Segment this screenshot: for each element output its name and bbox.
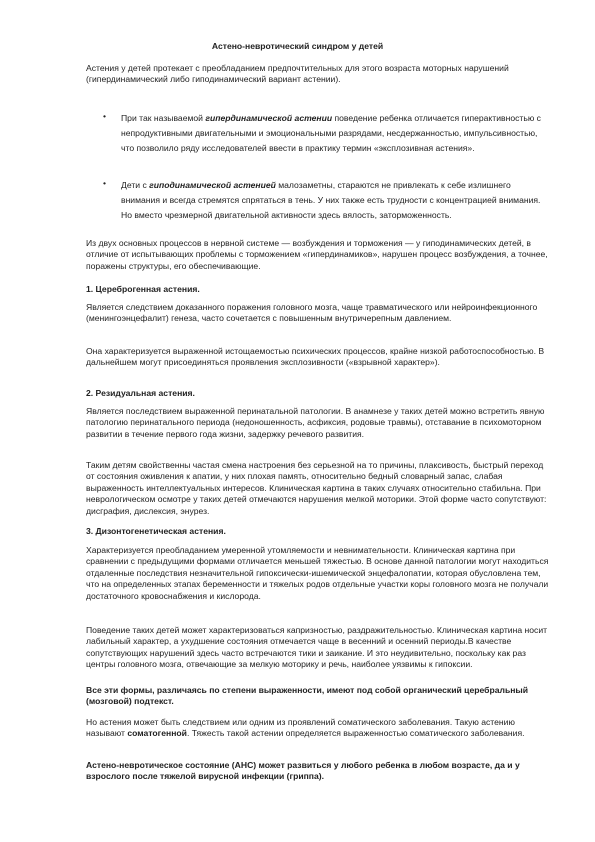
somatogenic-emphasis: соматогенной xyxy=(127,728,187,739)
bullet-text xyxy=(121,178,541,224)
bullet-suffix: малозаметны, стараются не привлекать к себе излишнего внимания и всегда стремятся спрятаться в тень. У них также есть трудности с концентрацией внимания. Но вместо чрезмерной двигательной активности здесь вялость, заторможенность. xyxy=(121,180,541,221)
residual-paragraph-1: Является последствием выраженной перинатальной патологии. В анамнезе у таких детей можно встретить явную патологию перинатального периода (недоношенность, асфиксия, родовые травмы), отставание в психомоторном развитии в течение первого года жизни, задержку речевого развития. xyxy=(86,406,545,439)
somatogenic-paragraph xyxy=(86,717,554,740)
bullet-emphasis: гиподинамической астенией xyxy=(149,180,276,190)
processes-paragraph: Из двух основных процессов в нервной системе — возбуждения и торможения — у гиподинамических детей, в отличие от испытывающих проблемы с торможением «гипердинамиков», нарушен процесс возбуждения, а точнее, поражены структуры, его обеспечивающие. xyxy=(86,238,548,271)
summary-paragraph: Все эти формы, различаясь по степени выраженности, имеют под собой органический церебральный (мозговой) подтекст. xyxy=(86,685,529,707)
somatogenic-prefix: Но астения может быть следствием или одним из проявлений соматического заболевания. Такую астению называют xyxy=(86,717,515,739)
section-heading-cerebrogenic: 1. Цереброгенная астения. xyxy=(86,284,200,294)
bullet-marker: • xyxy=(103,111,107,121)
final-paragraph: Астено-невротическое состояние (АНС) может развиться у любого ребенка в любом возрасте, да и у взрослого после тяжелой вирусной инфекции (гриппа). xyxy=(86,760,520,782)
document-title: Астено-невротический синдром у детей xyxy=(211,41,384,51)
bullet-prefix: При так называемой xyxy=(121,113,206,123)
dysontogenetic-paragraph-2: Поведение таких детей может характеризоваться капризностью, раздражительностью. Клиническая картина носит лабильный характер, а ухудшение состояния отмечается чаще в весенний и осенний периоды.В качестве сопутствующих нарушений здесь часто встречаются тики и заикание. И это неудивительно, поскольку как раз центры головного мозга, отвечающие за мелкую моторику и речь, наиболее уязвимы к гипоксии. xyxy=(86,625,548,670)
intro-paragraph: Астения у детей протекает с преобладанием предпочтительных для этого возраста моторных нарушений (гипердинамический либо гиподинамический вариант астении). xyxy=(86,63,509,85)
section-heading-dysontogenetic: 3. Дизонтогенетическая астения. xyxy=(86,526,226,536)
section-heading-residual: 2. Резидуальная астения. xyxy=(86,388,195,398)
bullet-text xyxy=(121,111,541,157)
bullet-suffix: поведение ребенка отличается гиперактивностью с непродуктивными двигательными и эмоциональными разрядами, несдержанностью, импульсивностью, что позволило ряду исследователей ввести в практику термин «эксплозивная астения». xyxy=(121,113,541,154)
bullet-emphasis: гипердинамической астении xyxy=(205,113,333,123)
residual-paragraph-2: Таким детям свойственны частая смена настроения без серьезной на то причины, плаксивость, быстрый переход от состояния оживления к апатии, у них плохая память, относительно бедный словарный запас, слабая выраженность интеллектуальных интересов. Клиническая картина в таких случаях относительно стабильна. При неврологическом осмотре у таких детей отмечаются нарушения мелкой моторики. Этой форме часто сопутствуют: дисграфия, дислексия, энурез. xyxy=(86,460,547,516)
cerebrogenic-paragraph-1: Является следствием доказанного поражения головного мозга, чаще травматического или нейроинфекционного (менингоэнцефалит) генеза, часто сочетается с повышенным внутричерепным давлением. xyxy=(86,302,538,324)
bullet-prefix: Дети с xyxy=(121,180,150,190)
dysontogenetic-paragraph-1: Характеризуется преобладанием умеренной утомляемости и невнимательности. Клиническая картина при сравнении с предыдущими формами отличается меньшей тяжестью. В основе данной патологии могут находиться отдаленные последствия незначительной гипоксически-ишемической энцефалопатии, которая обусловлена тем, что на определенных этапах беременности и тяжелых родов отдельные участки коры головного мозга не получали достаточного кровоснабжения и кислорода. xyxy=(86,545,549,601)
somatogenic-suffix: . Тяжесть такой астении определяется выраженностью соматического заболевания. xyxy=(186,728,525,739)
bullet-marker: • xyxy=(103,178,107,188)
cerebrogenic-paragraph-2: Она характеризуется выраженной истощаемостью психических процессов, крайне низкой работоспособностью. В дальнейшем могут присоединяться проявления эксплозивности («взрывной характер»). xyxy=(86,346,545,368)
